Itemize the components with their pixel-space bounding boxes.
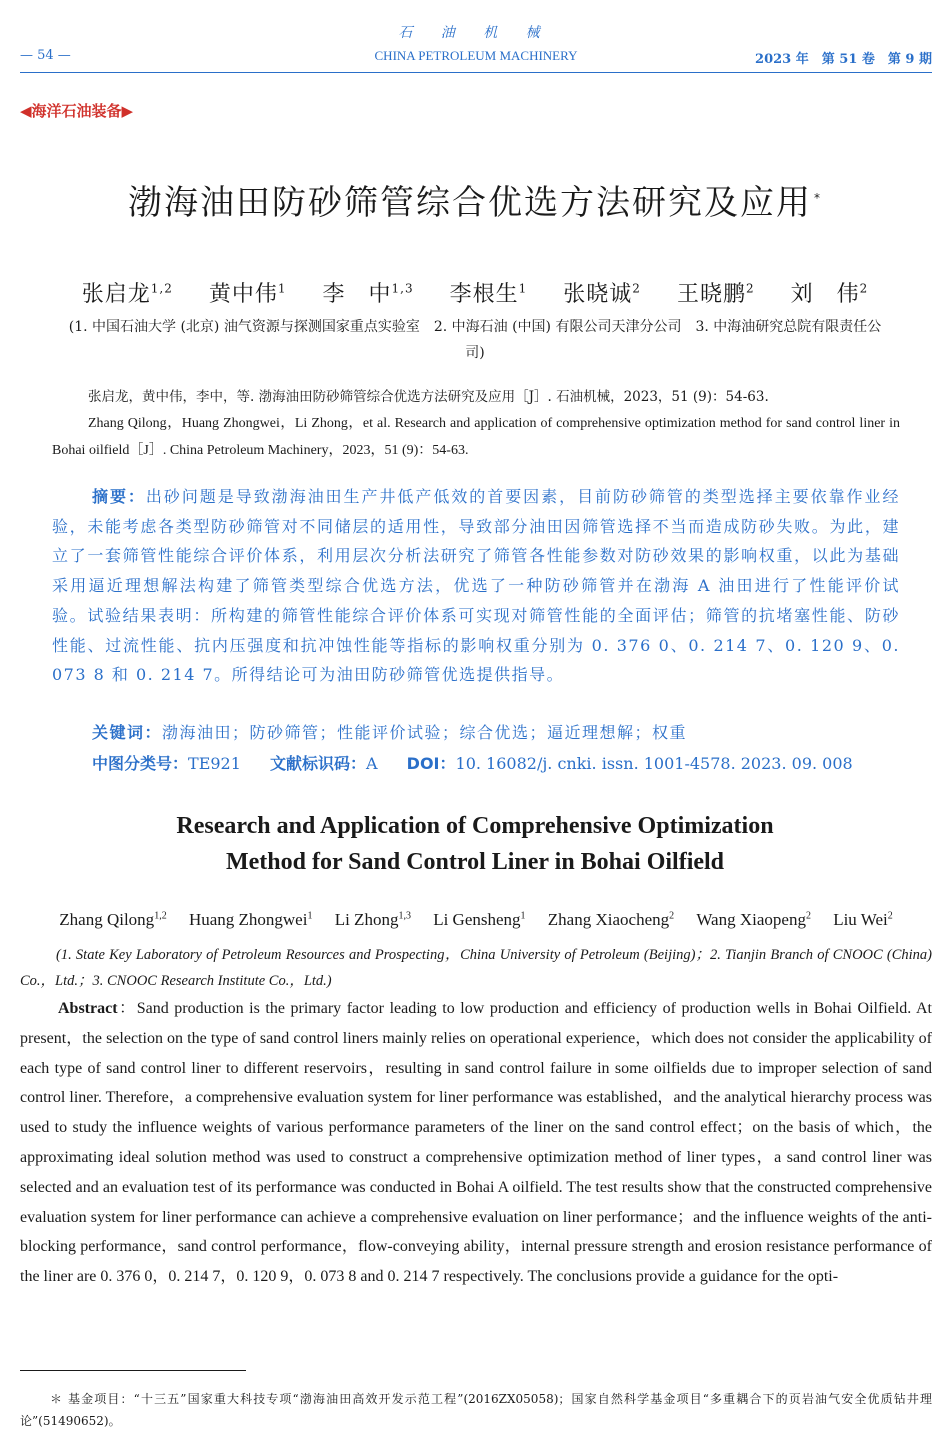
- keywords-cn-text: 渤海油田；防砂筛管；性能评价试验；综合优选；逼近理想解；权重: [162, 723, 688, 742]
- affiliations-cn: (1. 中国石油大学 (北京) 油气资源与探测国家重点实验室 2. 中海石油 (中国) 有限公司天津分公司 3. 中海油研究总院有限责任公司): [68, 319, 882, 361]
- author-en: Zhang Xiaocheng$^2$: [547, 910, 675, 929]
- author-cn: 张晓诚$^2$: [563, 281, 641, 307]
- clc-label: 中图分类号：: [92, 754, 189, 773]
- clc-value: TE921: [188, 754, 241, 773]
- doc-code-label: 文献标识码：: [270, 754, 367, 773]
- author-en: Liu Wei$^2$: [833, 910, 893, 929]
- doi-label: DOI：: [406, 754, 456, 773]
- journal-name-cn: 石 油 机 械: [398, 25, 552, 41]
- footnote-rule: [20, 1370, 246, 1371]
- author-en: Li Zhong$^{1,3}$: [334, 910, 411, 929]
- title-en: [0, 808, 950, 880]
- funding-footnote: ＊ 基金项目：“十三五”国家重大科技专项“渤海油田高效开发示范工程”(2016ZX05058)；国家自然科学基金项目“多重耦合下的页岩油气安全优质钻井理论”(51490652)。: [20, 1392, 932, 1428]
- authors-en: [20, 910, 932, 930]
- abstract-en-sep: ：: [117, 1000, 137, 1017]
- header-rule: [20, 72, 932, 73]
- author-en: Huang Zhongwei$^1$: [188, 910, 313, 929]
- running-header: [20, 48, 932, 68]
- author-en: Li Gensheng$^1$: [433, 910, 526, 929]
- classification-line: [92, 750, 900, 778]
- title-cn-footnote-mark: *: [814, 190, 822, 205]
- author-cn: 李 中$^{1,3}$: [322, 281, 414, 307]
- author-cn: 刘 伟$^2$: [790, 281, 869, 307]
- citation-cn: 张启龙，黄中伟，李中，等. 渤海油田防砂筛管综合优选方法研究及应用［J］. 石油机械，2023，51 (9)：54-63.: [88, 389, 769, 405]
- doi-value[interactable]: 10. 16082/j. cnki. issn. 1001-4578. 2023. 09. 008: [455, 754, 853, 773]
- affiliations-en: (1. State Key Laboratory of Petroleum Resources and Prospecting，China University of Petroleum (Beijing)；2. Tianjin Branch of CNOOC (China) Co.，Ltd.；3. CNOOC Research Institute Co.，Ltd.): [20, 947, 932, 989]
- issue-info: 2023 年 第 51 卷 第 9 期: [755, 52, 932, 67]
- author-cn: 张启龙$^{1,2}$: [81, 281, 173, 307]
- author-cn: 黄中伟$^1$: [208, 281, 287, 307]
- doc-code-value: A: [366, 754, 378, 773]
- author-cn: 王晓鹏$^2$: [676, 281, 755, 307]
- author-cn: 李根生$^1$: [449, 281, 528, 307]
- authors-cn: [0, 277, 950, 308]
- title-cn: [0, 175, 950, 224]
- journal-name-en: CHINA PETROLEUM MACHINERY: [374, 48, 578, 63]
- title-cn-text: 渤海油田防砂筛管综合优选方法研究及应用: [128, 183, 812, 223]
- keywords-cn: [92, 719, 900, 747]
- abstract-cn-text: 出砂问题是导致渤海油田生产井低产低效的首要因素，目前防砂筛管的类型选择主要依靠作业经验，未能考虑各类型防砂筛管对不同储层的适用性，导致部分油田因筛管选择不当而造成防砂失败。为此，建立了一套筛管性能综合评价体系，利用层次分析法研究了筛管各性能参数对防砂效果的影响权重，以此为基础采用逼近理想解法构建了筛管类型综合优选方法，优选了一种防砂筛管并在渤海 A 油田进行了性能评价试验。试验结果表明：所构建的筛管性能综合评价体系可实现对筛管性能的全面评估；筛管的抗堵塞性能、防砂性能、过流性能、抗内压强度和抗冲蚀性能等指标的影响权重分别为 0. 376 0、0. 214 7、0. 120 9、0. 073 8 和 0. 214 7。所得结论可为油田防砂筛管优选提供指导。: [52, 487, 900, 685]
- abstract-en: [20, 994, 932, 1292]
- title-en-line2: Method for Sand Control Liner in Bohai Oilfield: [225, 849, 725, 875]
- author-en: Zhang Qilong$^{1,2}$: [59, 910, 167, 929]
- title-en-line1: Research and Application of Comprehensive Optimization: [176, 813, 774, 839]
- abstract-en-label: Abstract: [58, 1000, 118, 1017]
- column-tag: ◀海洋石油装备▶: [20, 102, 134, 120]
- abstract-cn: [52, 482, 900, 690]
- abstract-cn-label: 摘要：: [92, 487, 146, 506]
- keywords-cn-label: 关键词：: [92, 723, 163, 742]
- author-en: Wang Xiaopeng$^2$: [696, 910, 811, 929]
- abstract-en-text: Sand production is the primary factor leading to low production and efficiency of production wells in Bohai Oilfield. At present，the selection on the type of sand control liners mainly relies on operational experience，which does not consider the applicability of each type of sand control liner to different reservoirs，resulting in sand control failure in some oilfields due to improper selection of sand control liner. Therefore，a comprehensive evaluation system for liner performance was established，and the analytical hierarchy process was used to study the influence weights of various performance parameters of the liner on the sand control effect；on the basis of which，the approximating ideal solution method was used to construct a comprehensive optimization method of liner types，a sand control liner was selected and an evaluation test of its performance was conducted in Bohai A oilfield. The test results show that the constructed comprehensive evaluation system for liner performance can achieve a comprehensive evaluation on liner performance；and the influence weights of the anti-blocking performance，sand control performance，flow-conveying ability，internal pressure strength and erosion resistance performance of the liner are 0. 376 0，0. 214 7，0. 120 9，0. 073 8 and 0. 214 7 respectively. The conclusions provide a guidance for the opti-: [20, 1000, 933, 1286]
- citation-en: Zhang Qilong，Huang Zhongwei，Li Zhong，et al. Research and application of comprehensive optimization method for sand control liner in Bohai oilfield［J］. China Petroleum Machinery，2023，51 (9)：54-63.: [52, 416, 900, 458]
- page-number: — 54 —: [20, 48, 71, 63]
